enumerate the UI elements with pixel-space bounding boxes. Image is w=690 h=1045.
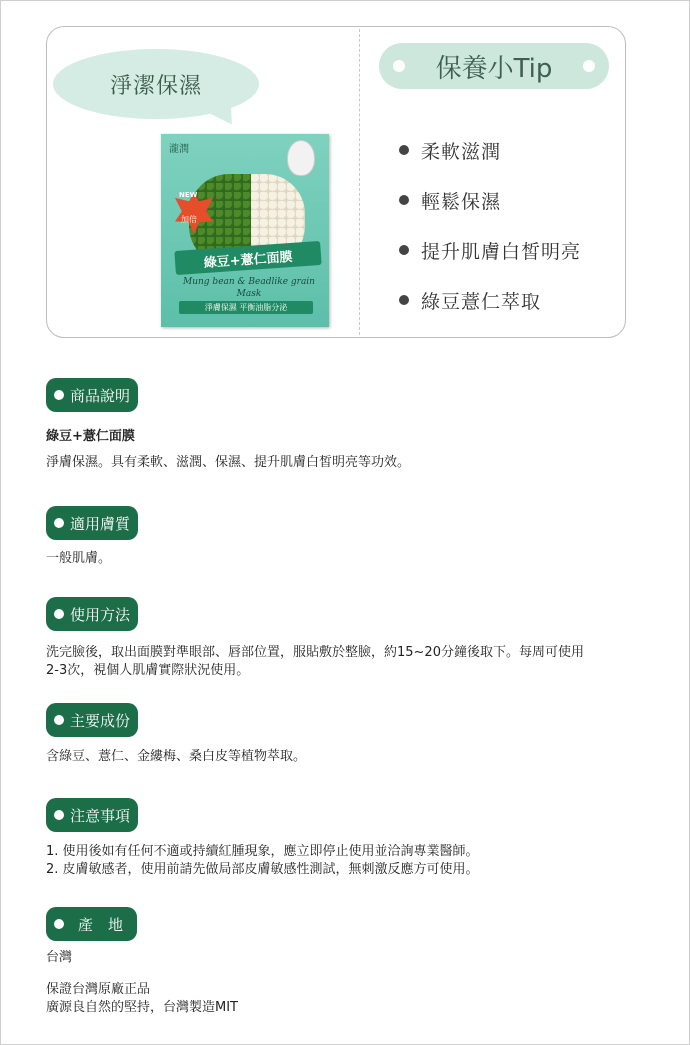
product-name-en-line1: Mung bean & Beadlike grain <box>183 277 315 287</box>
dot-icon <box>54 390 64 400</box>
dot-icon <box>54 715 64 725</box>
tip-item: 輕鬆保濕 <box>399 175 581 225</box>
bullet-icon <box>399 245 409 255</box>
product-brand: 瀧潤 <box>169 144 189 155</box>
bullet-icon <box>399 195 409 205</box>
origin-text: 台灣 <box>46 950 73 965</box>
caution-line2: 2. 皮膚敏感者，使用前請先做局部皮膚敏感性測試，無刺激反應方可使用。 <box>46 862 479 877</box>
tip-item: 綠豆薏仁萃取 <box>399 275 581 325</box>
product-name-ribbon: 綠豆+薏仁面膜 <box>174 241 321 275</box>
bullet-icon <box>399 145 409 155</box>
usage-line1: 洗完臉後，取出面膜對準眼部、唇部位置，服貼敷於整臉，約15~20分鐘後取下。每周可使用 <box>46 645 584 660</box>
section-label-origin: 產 地 <box>46 907 137 941</box>
guarantee-line2: 廣源良自然的堅持，台灣製造MIT <box>46 1000 238 1015</box>
product-name-en <box>179 276 319 300</box>
section-label-cautions: 注意事項 <box>46 798 138 832</box>
tip-title: 保養小Tip <box>435 53 553 84</box>
product-footer: 淨膚保濕 平衡油脂分泌 <box>179 301 313 314</box>
origin-section <box>46 907 137 941</box>
product-name-en-line2: Mask <box>236 289 262 299</box>
caution-line1: 1. 使用後如有任何不適或持續紅腫現象，應立即停止使用並洽詢專業醫師。 <box>46 844 479 859</box>
dot-icon <box>54 810 64 820</box>
badge-text: 加倍 <box>181 215 197 224</box>
skin-type-section <box>46 506 138 540</box>
usage-text <box>46 644 584 680</box>
tip-header <box>379 43 609 89</box>
ingredients-section <box>46 703 138 737</box>
bubble-text: 淨潔保濕 <box>109 73 202 99</box>
badge-new-text: NEW <box>179 191 198 199</box>
cautions-section <box>46 798 138 832</box>
guarantee-text <box>46 981 238 1017</box>
dot-icon <box>393 60 405 72</box>
bullet-icon <box>399 295 409 305</box>
description-section <box>46 378 138 412</box>
section-label-ingredients: 主要成份 <box>46 703 138 737</box>
dot-icon <box>54 919 64 929</box>
ingredients-text: 含綠豆、薏仁、金縷梅、桑白皮等植物萃取。 <box>46 749 307 764</box>
section-label-description: 商品說明 <box>46 378 138 412</box>
product-title: 綠豆+薏仁面膜 <box>46 429 135 444</box>
dot-icon <box>54 609 64 619</box>
section-label-skin-type: 適用膚質 <box>46 506 138 540</box>
product-image <box>161 134 329 327</box>
tip-item: 柔軟滋潤 <box>399 125 581 175</box>
cautions-text <box>46 843 479 879</box>
face-mask-icon <box>287 140 315 176</box>
description-text: 淨膚保濕。具有柔軟、滋潤、保濕、提升肌膚白皙明亮等功效。 <box>46 455 411 470</box>
usage-line2: 2-3次，視個人肌膚實際狀況使用。 <box>46 663 250 678</box>
dot-icon <box>583 60 595 72</box>
dot-icon <box>54 518 64 528</box>
skin-type-text: 一般肌膚。 <box>46 551 112 566</box>
card-divider <box>359 29 360 335</box>
guarantee-line1: 保證台灣原廠正品 <box>46 982 151 997</box>
section-label-usage: 使用方法 <box>46 597 138 631</box>
usage-section <box>46 597 138 631</box>
tip-item: 提升肌膚白皙明亮 <box>399 225 581 275</box>
tip-list <box>399 125 581 325</box>
